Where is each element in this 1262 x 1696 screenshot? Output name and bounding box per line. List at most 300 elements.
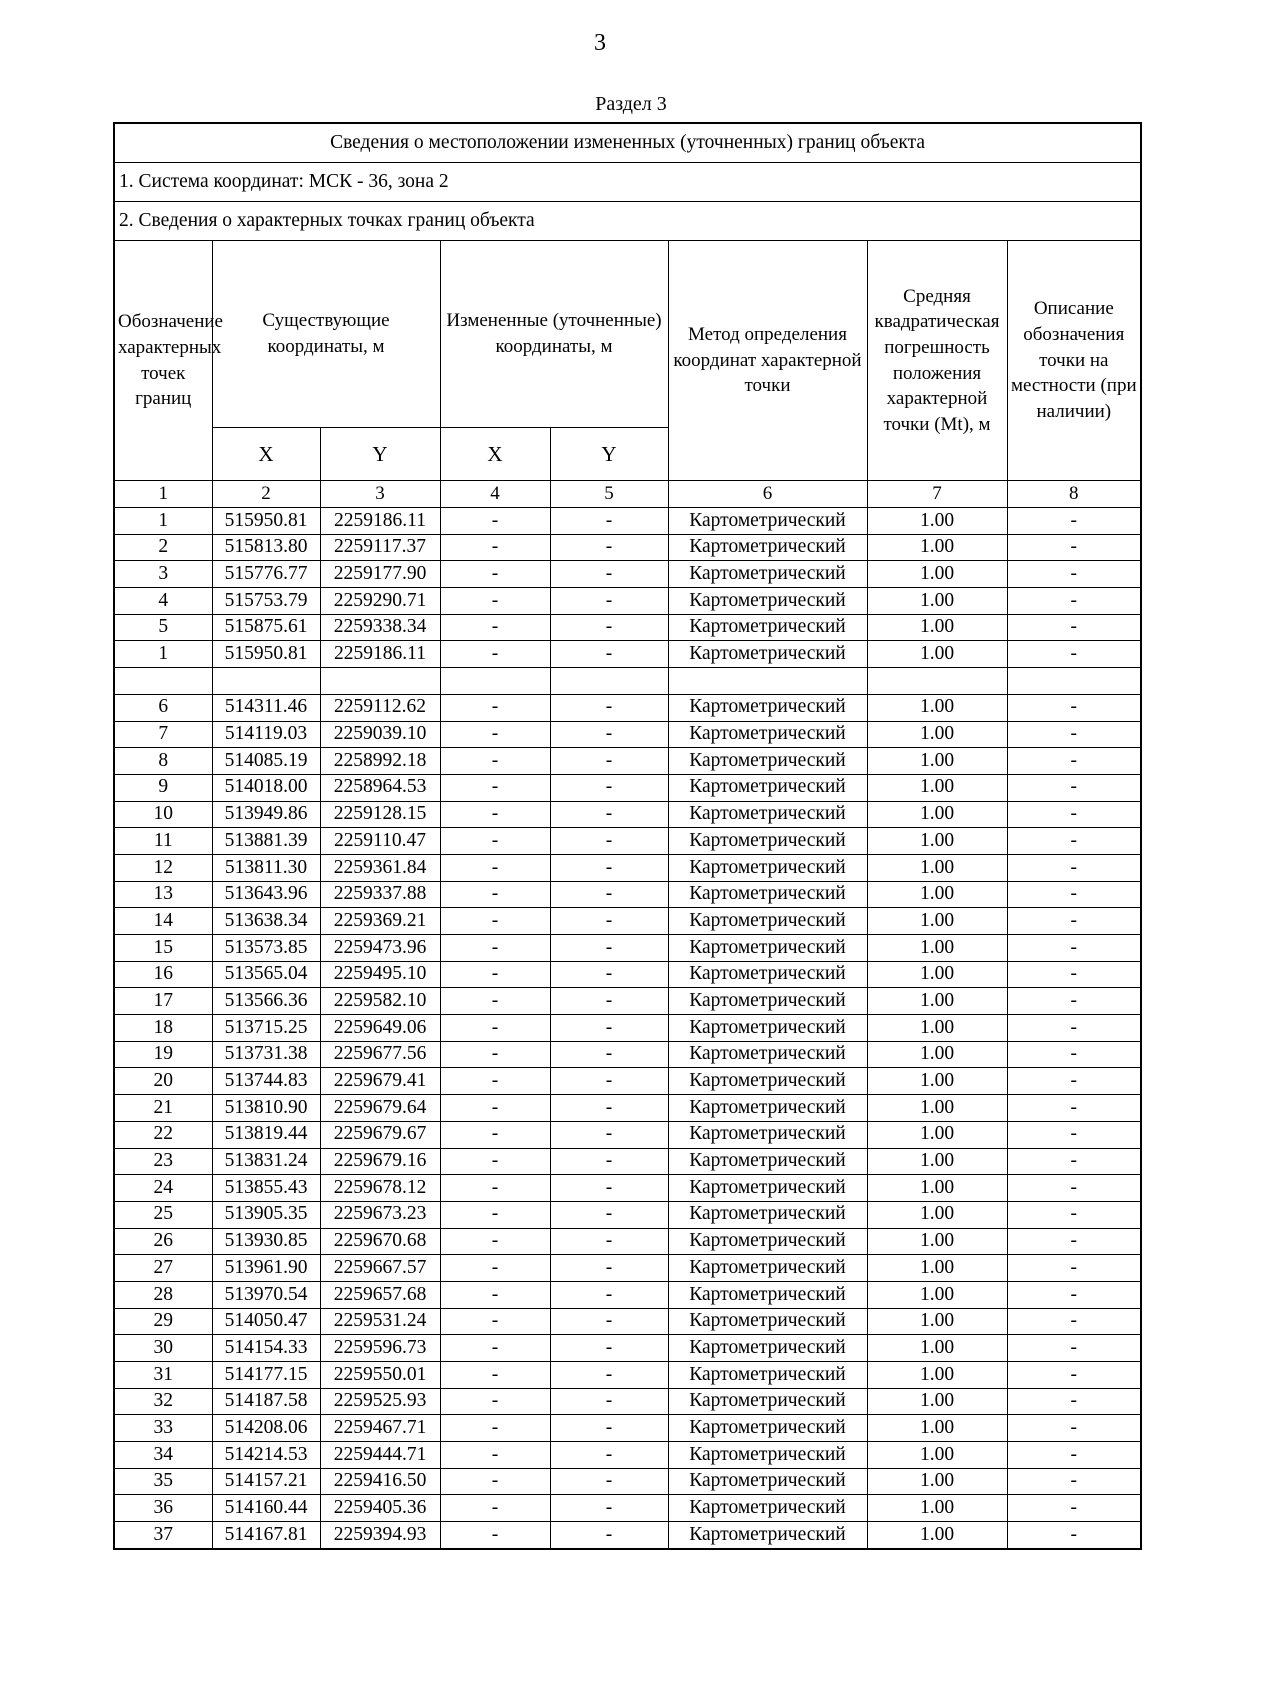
method: Картометрический	[668, 1041, 867, 1068]
changed-x: -	[440, 1388, 550, 1415]
existing-y: 2259678.12	[320, 1175, 440, 1202]
method: Картометрический	[668, 1015, 867, 1042]
existing-x: 513566.36	[212, 988, 320, 1015]
point-number: 21	[114, 1095, 212, 1122]
existing-x: 514311.46	[212, 694, 320, 721]
changed-y: -	[550, 1255, 668, 1282]
table-title: Сведения о местоположении измененных (уточненных) границ объекта	[114, 123, 1141, 163]
error-mt: 1.00	[867, 908, 1007, 935]
method: Картометрический	[668, 988, 867, 1015]
point-description: -	[1007, 1522, 1141, 1549]
error-mt: 1.00	[867, 1041, 1007, 1068]
changed-x: -	[440, 1468, 550, 1495]
existing-x: 515950.81	[212, 641, 320, 668]
existing-x: 513638.34	[212, 908, 320, 935]
changed-y: -	[550, 1335, 668, 1362]
point-description: -	[1007, 1175, 1141, 1202]
error-mt: 1.00	[867, 1068, 1007, 1095]
existing-y: 2259525.93	[320, 1388, 440, 1415]
changed-x: -	[440, 1442, 550, 1469]
table-row	[114, 534, 1141, 561]
existing-y: 2259667.57	[320, 1255, 440, 1282]
existing-x: 514214.53	[212, 1442, 320, 1469]
changed-x: -	[440, 1175, 550, 1202]
point-description: -	[1007, 721, 1141, 748]
error-mt: 1.00	[867, 1442, 1007, 1469]
table-row	[114, 935, 1141, 962]
point-number: 4	[114, 588, 212, 615]
point-number: 15	[114, 935, 212, 962]
existing-x: 513811.30	[212, 854, 320, 881]
changed-y: -	[550, 935, 668, 962]
changed-x: -	[440, 1495, 550, 1522]
table-row	[114, 721, 1141, 748]
method: Картометрический	[668, 1308, 867, 1335]
existing-y: 2259369.21	[320, 908, 440, 935]
table-row	[114, 908, 1141, 935]
changed-x: -	[440, 1255, 550, 1282]
error-mt: 1.00	[867, 534, 1007, 561]
point-number: 19	[114, 1041, 212, 1068]
table-row	[114, 1495, 1141, 1522]
point-number: 1	[114, 641, 212, 668]
point-number: 17	[114, 988, 212, 1015]
error-mt: 1.00	[867, 1468, 1007, 1495]
point-description: -	[1007, 1121, 1141, 1148]
point-number: 24	[114, 1175, 212, 1202]
point-number: 35	[114, 1468, 212, 1495]
existing-x: 514167.81	[212, 1522, 320, 1549]
error-mt: 1.00	[867, 1175, 1007, 1202]
error-mt: 1.00	[867, 988, 1007, 1015]
method: Картометрический	[668, 534, 867, 561]
point-description: -	[1007, 748, 1141, 775]
changed-y: -	[550, 1522, 668, 1549]
existing-y: 2258964.53	[320, 774, 440, 801]
error-mt	[867, 668, 1007, 695]
table-row	[114, 854, 1141, 881]
point-number: 14	[114, 908, 212, 935]
point-description: -	[1007, 908, 1141, 935]
method: Картометрический	[668, 881, 867, 908]
changed-x: -	[440, 534, 550, 561]
point-number: 3	[114, 561, 212, 588]
existing-y: 2259677.56	[320, 1041, 440, 1068]
header-existing-x: X	[212, 428, 320, 481]
changed-y: -	[550, 1201, 668, 1228]
changed-x: -	[440, 614, 550, 641]
column-index: 6	[668, 481, 867, 508]
table-row	[114, 1281, 1141, 1308]
changed-x: -	[440, 508, 550, 535]
coordinate-system: 1. Система координат: МСК - 36, зона 2	[114, 163, 1141, 202]
table-row	[114, 1095, 1141, 1122]
method: Картометрический	[668, 1442, 867, 1469]
changed-x: -	[440, 1201, 550, 1228]
point-description: -	[1007, 614, 1141, 641]
existing-x: 513744.83	[212, 1068, 320, 1095]
existing-x: 513731.38	[212, 1041, 320, 1068]
point-number: 12	[114, 854, 212, 881]
changed-y: -	[550, 1495, 668, 1522]
error-mt: 1.00	[867, 1335, 1007, 1362]
point-description: -	[1007, 1228, 1141, 1255]
point-description: -	[1007, 1041, 1141, 1068]
error-mt: 1.00	[867, 1201, 1007, 1228]
existing-x: 515875.61	[212, 614, 320, 641]
changed-x: -	[440, 1041, 550, 1068]
changed-x: -	[440, 1362, 550, 1389]
point-description: -	[1007, 881, 1141, 908]
existing-y: 2259582.10	[320, 988, 440, 1015]
changed-y: -	[550, 641, 668, 668]
table-row	[114, 1415, 1141, 1442]
method: Картометрический	[668, 1148, 867, 1175]
existing-x: 515813.80	[212, 534, 320, 561]
point-number: 33	[114, 1415, 212, 1442]
existing-y: 2259110.47	[320, 828, 440, 855]
error-mt: 1.00	[867, 1095, 1007, 1122]
table-row	[114, 1335, 1141, 1362]
point-number: 36	[114, 1495, 212, 1522]
existing-y: 2259550.01	[320, 1362, 440, 1389]
column-index: 8	[1007, 481, 1141, 508]
error-mt: 1.00	[867, 854, 1007, 881]
method: Картометрический	[668, 561, 867, 588]
changed-x: -	[440, 1068, 550, 1095]
point-description: -	[1007, 854, 1141, 881]
method: Картометрический	[668, 1201, 867, 1228]
method: Картометрический	[668, 854, 867, 881]
point-description: -	[1007, 588, 1141, 615]
changed-x: -	[440, 854, 550, 881]
point-description: -	[1007, 1148, 1141, 1175]
point-description: -	[1007, 1335, 1141, 1362]
point-description: -	[1007, 1308, 1141, 1335]
method: Картометрический	[668, 721, 867, 748]
method: Картометрический	[668, 1068, 867, 1095]
method: Картометрический	[668, 614, 867, 641]
existing-y	[320, 668, 440, 695]
point-description: -	[1007, 694, 1141, 721]
existing-y: 2259117.37	[320, 534, 440, 561]
existing-y: 2259039.10	[320, 721, 440, 748]
existing-y: 2259495.10	[320, 961, 440, 988]
changed-y: -	[550, 1068, 668, 1095]
existing-x: 514157.21	[212, 1468, 320, 1495]
existing-x: 514119.03	[212, 721, 320, 748]
error-mt: 1.00	[867, 1015, 1007, 1042]
changed-y: -	[550, 988, 668, 1015]
changed-x: -	[440, 1281, 550, 1308]
point-description: -	[1007, 641, 1141, 668]
point-number: 2	[114, 534, 212, 561]
existing-y: 2259670.68	[320, 1228, 440, 1255]
method: Картометрический	[668, 1175, 867, 1202]
existing-x: 513855.43	[212, 1175, 320, 1202]
existing-x: 513819.44	[212, 1121, 320, 1148]
table-row	[114, 1468, 1141, 1495]
point-number: 34	[114, 1442, 212, 1469]
changed-y: -	[550, 534, 668, 561]
method: Картометрический	[668, 588, 867, 615]
changed-x: -	[440, 1308, 550, 1335]
existing-x: 514154.33	[212, 1335, 320, 1362]
existing-x: 513810.90	[212, 1095, 320, 1122]
method: Картометрический	[668, 908, 867, 935]
table-row	[114, 1121, 1141, 1148]
page-number: 3	[594, 30, 606, 56]
point-number: 9	[114, 774, 212, 801]
changed-x: -	[440, 774, 550, 801]
error-mt: 1.00	[867, 721, 1007, 748]
point-description: -	[1007, 1442, 1141, 1469]
existing-x: 513831.24	[212, 1148, 320, 1175]
table-row	[114, 1362, 1141, 1389]
table-row	[114, 988, 1141, 1015]
method: Картометрический	[668, 1335, 867, 1362]
changed-y: -	[550, 908, 668, 935]
method: Картометрический	[668, 1415, 867, 1442]
table-row	[114, 1015, 1141, 1042]
method: Картометрический	[668, 774, 867, 801]
point-description: -	[1007, 774, 1141, 801]
error-mt: 1.00	[867, 588, 1007, 615]
error-mt: 1.00	[867, 748, 1007, 775]
existing-x: 514018.00	[212, 774, 320, 801]
point-description: -	[1007, 1095, 1141, 1122]
existing-x: 513970.54	[212, 1281, 320, 1308]
existing-x: 513961.90	[212, 1255, 320, 1282]
table-row	[114, 881, 1141, 908]
error-mt: 1.00	[867, 1415, 1007, 1442]
changed-y	[550, 668, 668, 695]
header-designation: Обозначение характерных точек границ	[114, 241, 212, 481]
existing-x: 514187.58	[212, 1388, 320, 1415]
existing-y: 2259112.62	[320, 694, 440, 721]
changed-x: -	[440, 1335, 550, 1362]
point-number: 6	[114, 694, 212, 721]
method: Картометрический	[668, 1255, 867, 1282]
point-description: -	[1007, 828, 1141, 855]
error-mt: 1.00	[867, 1228, 1007, 1255]
point-number: 31	[114, 1362, 212, 1389]
method: Картометрический	[668, 694, 867, 721]
method: Картометрический	[668, 641, 867, 668]
method: Картометрический	[668, 1121, 867, 1148]
error-mt: 1.00	[867, 828, 1007, 855]
changed-x: -	[440, 908, 550, 935]
changed-y: -	[550, 881, 668, 908]
existing-y: 2258992.18	[320, 748, 440, 775]
changed-y: -	[550, 721, 668, 748]
point-number: 22	[114, 1121, 212, 1148]
column-index: 7	[867, 481, 1007, 508]
changed-y: -	[550, 1415, 668, 1442]
method: Картометрический	[668, 508, 867, 535]
point-description	[1007, 668, 1141, 695]
table-row	[114, 1388, 1141, 1415]
existing-y: 2259290.71	[320, 588, 440, 615]
point-description: -	[1007, 508, 1141, 535]
column-index: 3	[320, 481, 440, 508]
header-existing-y: Y	[320, 428, 440, 481]
column-index-row	[114, 481, 1141, 508]
error-mt: 1.00	[867, 801, 1007, 828]
point-number: 29	[114, 1308, 212, 1335]
point-number: 7	[114, 721, 212, 748]
error-mt: 1.00	[867, 1308, 1007, 1335]
error-mt: 1.00	[867, 774, 1007, 801]
changed-y: -	[550, 961, 668, 988]
existing-y: 2259649.06	[320, 1015, 440, 1042]
existing-x: 513565.04	[212, 961, 320, 988]
method: Картометрический	[668, 961, 867, 988]
point-description: -	[1007, 1415, 1141, 1442]
method: Картометрический	[668, 1522, 867, 1549]
method: Картометрический	[668, 1095, 867, 1122]
existing-y: 2259186.11	[320, 508, 440, 535]
method: Картометрический	[668, 1362, 867, 1389]
point-number: 10	[114, 801, 212, 828]
existing-y: 2259679.67	[320, 1121, 440, 1148]
existing-x: 513930.85	[212, 1228, 320, 1255]
existing-x: 515950.81	[212, 508, 320, 535]
existing-y: 2259338.34	[320, 614, 440, 641]
changed-x	[440, 668, 550, 695]
changed-y: -	[550, 694, 668, 721]
table-row	[114, 1522, 1141, 1549]
changed-y: -	[550, 508, 668, 535]
changed-x: -	[440, 1095, 550, 1122]
table-row	[114, 1308, 1141, 1335]
point-number: 13	[114, 881, 212, 908]
existing-x: 514208.06	[212, 1415, 320, 1442]
changed-x: -	[440, 1415, 550, 1442]
error-mt: 1.00	[867, 935, 1007, 962]
column-index: 4	[440, 481, 550, 508]
changed-x: -	[440, 801, 550, 828]
point-description: -	[1007, 1362, 1141, 1389]
table-row	[114, 748, 1141, 775]
point-number: 8	[114, 748, 212, 775]
existing-x: 514050.47	[212, 1308, 320, 1335]
table-row	[114, 961, 1141, 988]
changed-x: -	[440, 881, 550, 908]
point-number: 5	[114, 614, 212, 641]
existing-y: 2259416.50	[320, 1468, 440, 1495]
existing-y: 2259337.88	[320, 881, 440, 908]
error-mt: 1.00	[867, 1121, 1007, 1148]
error-mt: 1.00	[867, 614, 1007, 641]
point-number: 1	[114, 508, 212, 535]
table-row	[114, 508, 1141, 535]
method: Картометрический	[668, 801, 867, 828]
method: Картометрический	[668, 1281, 867, 1308]
changed-x: -	[440, 721, 550, 748]
table-row	[114, 694, 1141, 721]
existing-x: 514085.19	[212, 748, 320, 775]
error-mt: 1.00	[867, 881, 1007, 908]
table-row	[114, 1228, 1141, 1255]
table-row	[114, 1148, 1141, 1175]
header-changed-coordinates: Измененные (уточненные) координаты, м	[440, 241, 668, 428]
table-row	[114, 1201, 1141, 1228]
method	[668, 668, 867, 695]
column-index: 2	[212, 481, 320, 508]
point-number: 16	[114, 961, 212, 988]
table-row	[114, 801, 1141, 828]
existing-x: 513643.96	[212, 881, 320, 908]
point-description: -	[1007, 1495, 1141, 1522]
changed-y: -	[550, 1175, 668, 1202]
existing-x: 513881.39	[212, 828, 320, 855]
error-mt: 1.00	[867, 1148, 1007, 1175]
changed-y: -	[550, 1148, 668, 1175]
changed-y: -	[550, 1362, 668, 1389]
changed-y: -	[550, 1121, 668, 1148]
changed-x: -	[440, 1121, 550, 1148]
header-changed-y: Y	[550, 428, 668, 481]
existing-y: 2259679.64	[320, 1095, 440, 1122]
changed-x: -	[440, 694, 550, 721]
changed-y: -	[550, 748, 668, 775]
changed-y: -	[550, 1388, 668, 1415]
table-row	[114, 614, 1141, 641]
existing-x: 513715.25	[212, 1015, 320, 1042]
method: Картометрический	[668, 1228, 867, 1255]
point-description: -	[1007, 1468, 1141, 1495]
table-row	[114, 588, 1141, 615]
existing-y: 2259673.23	[320, 1201, 440, 1228]
error-mt: 1.00	[867, 1495, 1007, 1522]
point-description: -	[1007, 801, 1141, 828]
header-changed-x: X	[440, 428, 550, 481]
existing-x	[212, 668, 320, 695]
method: Картометрический	[668, 748, 867, 775]
existing-y: 2259186.11	[320, 641, 440, 668]
method: Картометрический	[668, 1468, 867, 1495]
changed-y: -	[550, 854, 668, 881]
changed-x: -	[440, 1148, 550, 1175]
point-number: 11	[114, 828, 212, 855]
point-number: 26	[114, 1228, 212, 1255]
point-description: -	[1007, 961, 1141, 988]
table-row	[114, 1442, 1141, 1469]
table-row	[114, 561, 1141, 588]
point-number: 37	[114, 1522, 212, 1549]
point-description: -	[1007, 1255, 1141, 1282]
changed-x: -	[440, 1228, 550, 1255]
point-description: -	[1007, 1015, 1141, 1042]
changed-x: -	[440, 1522, 550, 1549]
error-mt: 1.00	[867, 694, 1007, 721]
changed-y: -	[550, 774, 668, 801]
error-mt: 1.00	[867, 561, 1007, 588]
point-number: 20	[114, 1068, 212, 1095]
method: Картометрический	[668, 935, 867, 962]
point-number: 32	[114, 1388, 212, 1415]
table-row	[114, 774, 1141, 801]
point-description: -	[1007, 534, 1141, 561]
changed-y: -	[550, 1015, 668, 1042]
changed-x: -	[440, 828, 550, 855]
existing-y: 2259679.16	[320, 1148, 440, 1175]
changed-y: -	[550, 1468, 668, 1495]
point-description: -	[1007, 561, 1141, 588]
point-number: 23	[114, 1148, 212, 1175]
changed-y: -	[550, 588, 668, 615]
